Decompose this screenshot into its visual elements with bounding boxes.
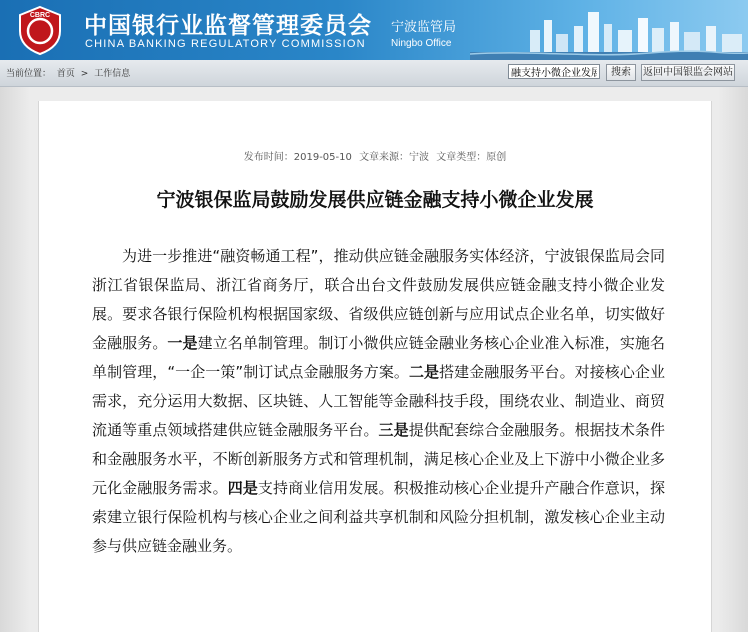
body-text-point-1: 建立名单制管理。制订小微供应链金融业务核心企业准入标准，实施名单制管理，“一企一策”制订试点金融服务方案。 xyxy=(92,334,665,381)
breadcrumb-separator: > xyxy=(80,69,89,79)
body-text-intro: 为进一步推进“融资畅通工程”，推动供应链金融服务实体经济，宁波银保监局会同浙江省银保监局、浙江省商务厅，联合出台文件鼓励发展供应链金融支持小微企业发展。要求各银行保险机构根据国家级、省级供应链创新与应用试点企业名单，切实做好金融服务。 xyxy=(92,247,665,352)
body-marker-4: 四是 xyxy=(227,479,258,497)
article-meta xyxy=(39,148,711,163)
return-home-button[interactable]: 返回中国银监会网站 xyxy=(641,64,735,81)
site-title-en: CHINA BANKING REGULATORY COMMISSION xyxy=(85,38,366,50)
body-marker-2: 二是 xyxy=(408,363,440,381)
publish-date: 发布时间：2019-05-10 xyxy=(243,152,352,163)
office-name-cn: 宁波监管局 xyxy=(391,20,457,35)
article-body xyxy=(92,242,665,561)
site-title-cn[interactable]: 中国银行业监督管理委员会 xyxy=(84,12,372,39)
breadcrumb-home-link[interactable]: 首页 xyxy=(56,69,75,79)
cbrc-logo-icon[interactable] xyxy=(14,4,66,56)
search-button[interactable]: 搜索 xyxy=(606,64,636,81)
breadcrumb xyxy=(6,66,133,79)
article-type: 文章类型：原创 xyxy=(436,152,507,163)
site-header xyxy=(0,0,748,60)
body-marker-1: 一是 xyxy=(167,334,198,352)
city-skyline-image xyxy=(470,0,748,60)
office-name-en: Ningbo Office xyxy=(391,38,452,49)
body-text-point-4: 支持商业信用发展。积极推动核心企业提升产融合作意识，探索建立银行保险机构与核心企业之间利益共享机制和风险分担机制，激发核心企业主动参与供应链金融业务。 xyxy=(92,479,665,555)
breadcrumb-section-link[interactable]: 工作信息 xyxy=(94,69,131,79)
body-text-point-3: 提供配套综合金融服务。根据技术条件和金融服务水平，不断创新服务方式和管理机制，满足核心企业及上下游中小微企业多元化金融服务需求。 xyxy=(92,421,665,497)
logo-text: CBRC xyxy=(29,12,51,19)
article-title: 宁波银保监局鼓励发展供应链金融支持小微企业发展 xyxy=(156,189,594,211)
breadcrumb-label: 当前位置： xyxy=(6,69,52,79)
body-marker-3: 三是 xyxy=(378,421,409,439)
body-text-point-2: 搭建金融服务平台。对接核心企业需求，充分运用大数据、区块链、人工智能等金融科技手段，围绕农业、制造业、商贸流通等重点领域搭建供应链金融服务平台。 xyxy=(92,363,665,439)
article-source: 文章来源：宁波 xyxy=(359,152,430,163)
article-container xyxy=(38,101,712,632)
search-input[interactable] xyxy=(508,64,600,79)
